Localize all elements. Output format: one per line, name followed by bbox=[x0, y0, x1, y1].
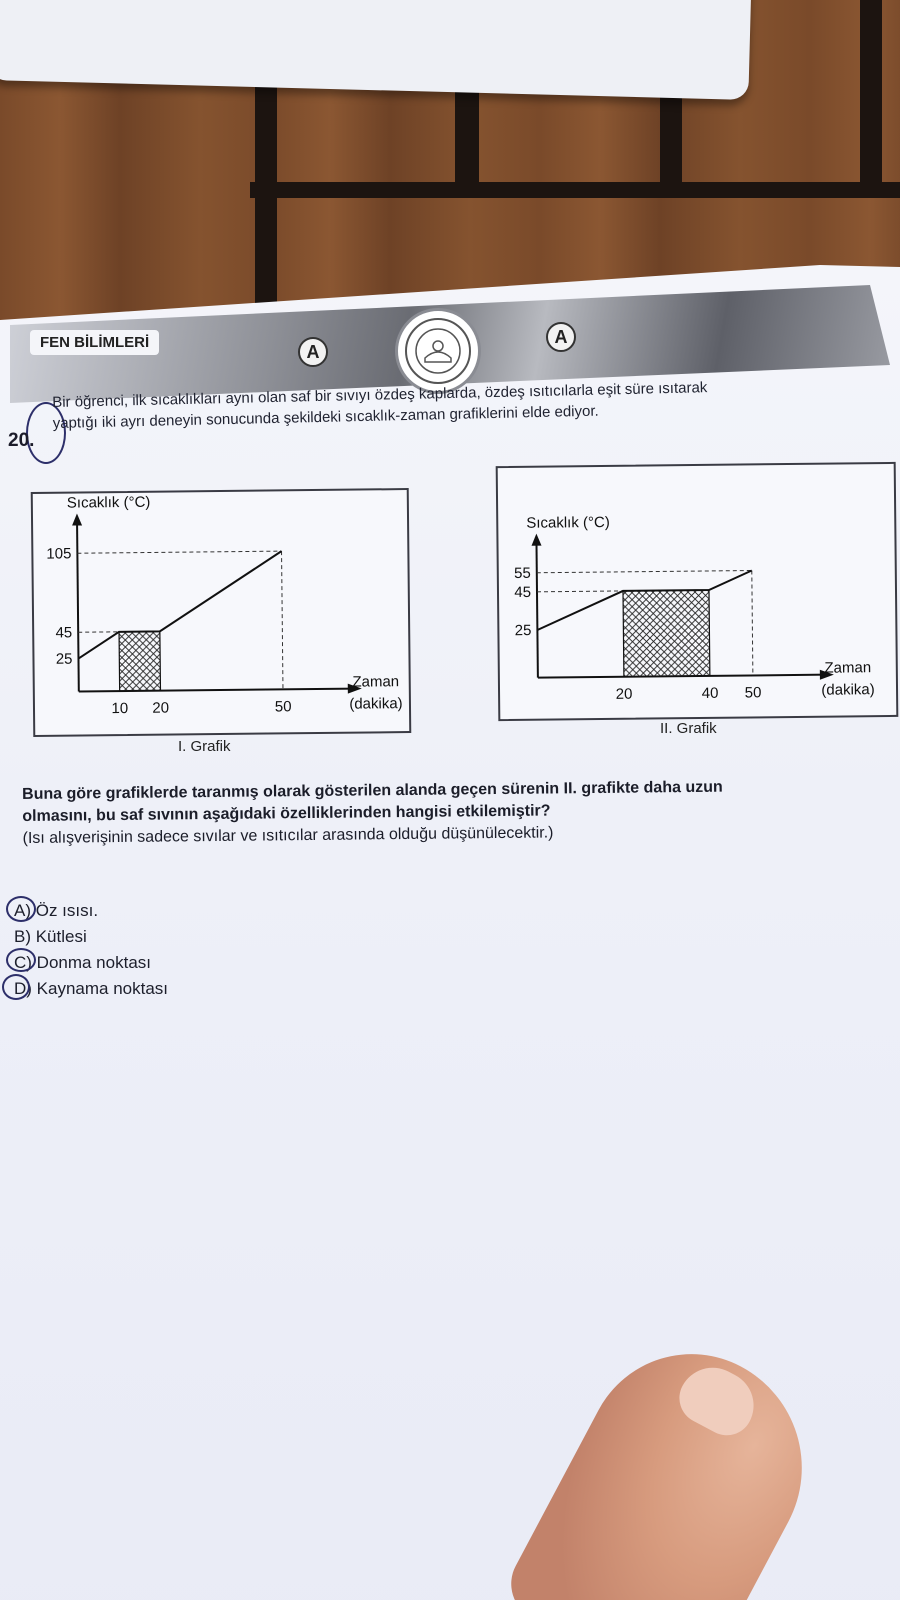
pen-mark-option-a bbox=[6, 896, 36, 922]
guide-line-h bbox=[537, 571, 752, 573]
graph-1-caption: I. Grafik bbox=[178, 738, 231, 755]
y-axis-arrow bbox=[531, 534, 541, 546]
temperature-line bbox=[77, 551, 282, 658]
x-axis-label: Zaman bbox=[824, 659, 872, 677]
x-tick-label: 10 bbox=[111, 699, 129, 718]
option-d[interactable]: D) Kaynama noktası bbox=[14, 979, 169, 998]
question-prompt bbox=[22, 775, 900, 850]
x-tick-label: 20 bbox=[152, 699, 170, 717]
ministry-logo-seal bbox=[395, 308, 481, 394]
option-b[interactable]: B) Kütlesi bbox=[14, 927, 87, 946]
prompt-line-1: Buna göre grafiklerde taranmış olarak gösterilen alanda geçen sürenin II. grafikte daha uzun bbox=[22, 778, 723, 803]
table-gap bbox=[250, 182, 900, 198]
question-line-2: yaptığı iki ayrı deneyin sonucunda şekildeki sıcaklık-zaman grafiklerini elde ediyor. bbox=[52, 402, 599, 432]
table-gap bbox=[860, 0, 882, 190]
y-tick-label: 45 bbox=[514, 583, 532, 602]
answer-options bbox=[14, 898, 168, 1002]
booklet-type-right: A bbox=[546, 322, 576, 352]
x-axis-label: Zaman bbox=[352, 673, 400, 691]
x-tick-label: 40 bbox=[701, 684, 719, 702]
prompt-line-2: olmasını, bu saf sıvının aşağıdaki özelliklerinden hangisi etkilemiştir? bbox=[22, 802, 551, 825]
pen-mark-option-c bbox=[6, 948, 36, 972]
x-tick-label: 20 bbox=[615, 685, 633, 703]
shaded-region bbox=[623, 590, 710, 677]
y-tick-label: 55 bbox=[514, 564, 531, 582]
y-tick-label: 25 bbox=[514, 622, 532, 640]
graph-panel-2 bbox=[496, 462, 899, 721]
guide-line-h bbox=[537, 591, 623, 592]
booklet-type-left: A bbox=[298, 337, 328, 367]
graph-panel-1 bbox=[31, 488, 412, 737]
question-line-1: Bir öğrenci, ilk sıcaklıkları aynı olan saf bir sıvıyı özdeş kaplarda, özdeş ısıtıcılarla eşit süre ısıtarak bbox=[52, 379, 708, 411]
question-number: 20. bbox=[8, 430, 35, 451]
pen-mark-option-d bbox=[2, 974, 30, 1000]
option-a[interactable]: A) Öz ısısı. bbox=[14, 901, 99, 920]
prompt-note: (Isı alışverişinin sadece sıvılar ve ısıtıcılar arasında olduğu düşünülecektir.) bbox=[22, 824, 554, 847]
x-axis-unit: (dakika) bbox=[821, 681, 875, 699]
y-axis-label: Sıcaklık (°C) bbox=[526, 513, 610, 532]
y-axis-label: Sıcaklık (°C) bbox=[66, 493, 151, 512]
guide-line-v bbox=[282, 551, 283, 689]
guide-line-h bbox=[77, 551, 281, 553]
x-axis-unit: (dakika) bbox=[349, 695, 403, 713]
subject-label: FEN BİLİMLERİ bbox=[30, 330, 159, 355]
y-tick-label: 45 bbox=[55, 624, 73, 642]
graph-2 bbox=[498, 464, 900, 723]
y-tick-label: 105 bbox=[46, 545, 72, 563]
graph-1 bbox=[33, 490, 414, 739]
y-axis bbox=[77, 522, 79, 692]
shaded-region bbox=[119, 631, 160, 691]
option-c[interactable]: C) Donma noktası bbox=[14, 953, 151, 972]
y-axis-arrow bbox=[72, 513, 82, 525]
y-tick-label: 25 bbox=[55, 650, 73, 668]
x-tick-label: 50 bbox=[744, 684, 762, 702]
y-axis bbox=[536, 542, 537, 678]
x-tick-label: 50 bbox=[274, 698, 292, 716]
guide-line-v bbox=[752, 571, 753, 676]
graph-2-caption: II. Grafik bbox=[660, 720, 717, 737]
